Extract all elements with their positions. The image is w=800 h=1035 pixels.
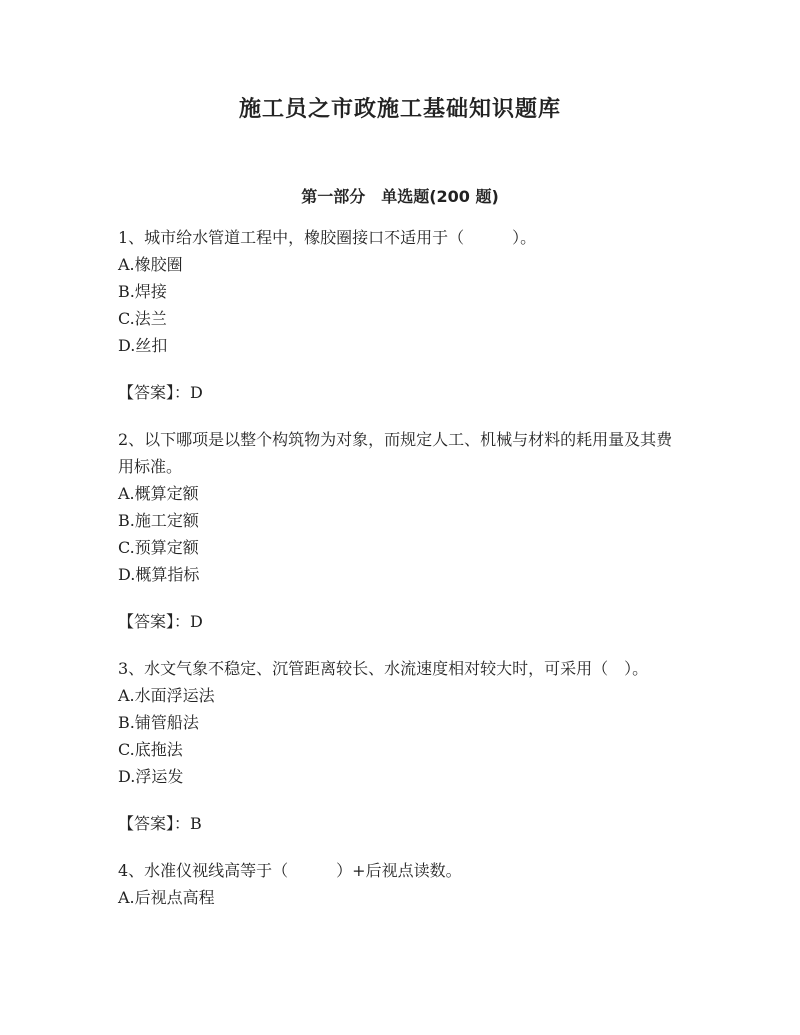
question-list — [118, 224, 688, 911]
question-3 — [118, 655, 688, 837]
option-a: A.水面浮运法 — [118, 686, 215, 705]
answer-value: D — [190, 612, 203, 631]
option-c: C.法兰 — [118, 309, 167, 328]
option-c: C.底拖法 — [118, 740, 183, 759]
answer-value: B — [190, 814, 202, 833]
option-c: C.预算定额 — [118, 538, 199, 557]
option-d: D.概算指标 — [118, 565, 200, 584]
option-b: B.施工定额 — [118, 511, 199, 530]
option-a: A.后视点高程 — [118, 888, 215, 907]
question-1 — [118, 224, 688, 406]
answer-value: D — [190, 383, 203, 402]
answer-line — [118, 608, 688, 635]
option-a: A.橡胶圈 — [118, 255, 183, 274]
section-heading: 第一部分 单选题(200 题) — [301, 187, 499, 206]
question-stem: 3、水文气象不稳定、沉管距离较长、水流速度相对较大时，可采用（ ）。 — [118, 659, 649, 678]
answer-prefix: 【答案】： — [118, 612, 191, 631]
answer-line — [118, 379, 688, 406]
option-d: D.浮运发 — [118, 767, 184, 786]
question-4 — [118, 857, 688, 911]
document-title: 施工员之市政施工基础知识题库 — [238, 97, 561, 122]
question-stem: 2、以下哪项是以整个构筑物为对象，而规定人工、机械与材料的耗用量及其费用标准。 — [118, 430, 673, 476]
option-d: D.丝扣 — [118, 336, 168, 355]
question-stem: 4、水准仪视线高等于（ ）+后视点读数。 — [118, 861, 462, 880]
question-2 — [118, 426, 688, 635]
answer-prefix: 【答案】： — [118, 383, 191, 402]
option-b: B.铺管船法 — [118, 713, 199, 732]
question-stem: 1、城市给水管道工程中，橡胶圈接口不适用于（ ）。 — [118, 228, 537, 247]
answer-prefix: 【答案】： — [118, 814, 191, 833]
option-b: B.焊接 — [118, 282, 167, 301]
option-a: A.概算定额 — [118, 484, 199, 503]
answer-line — [118, 810, 688, 837]
